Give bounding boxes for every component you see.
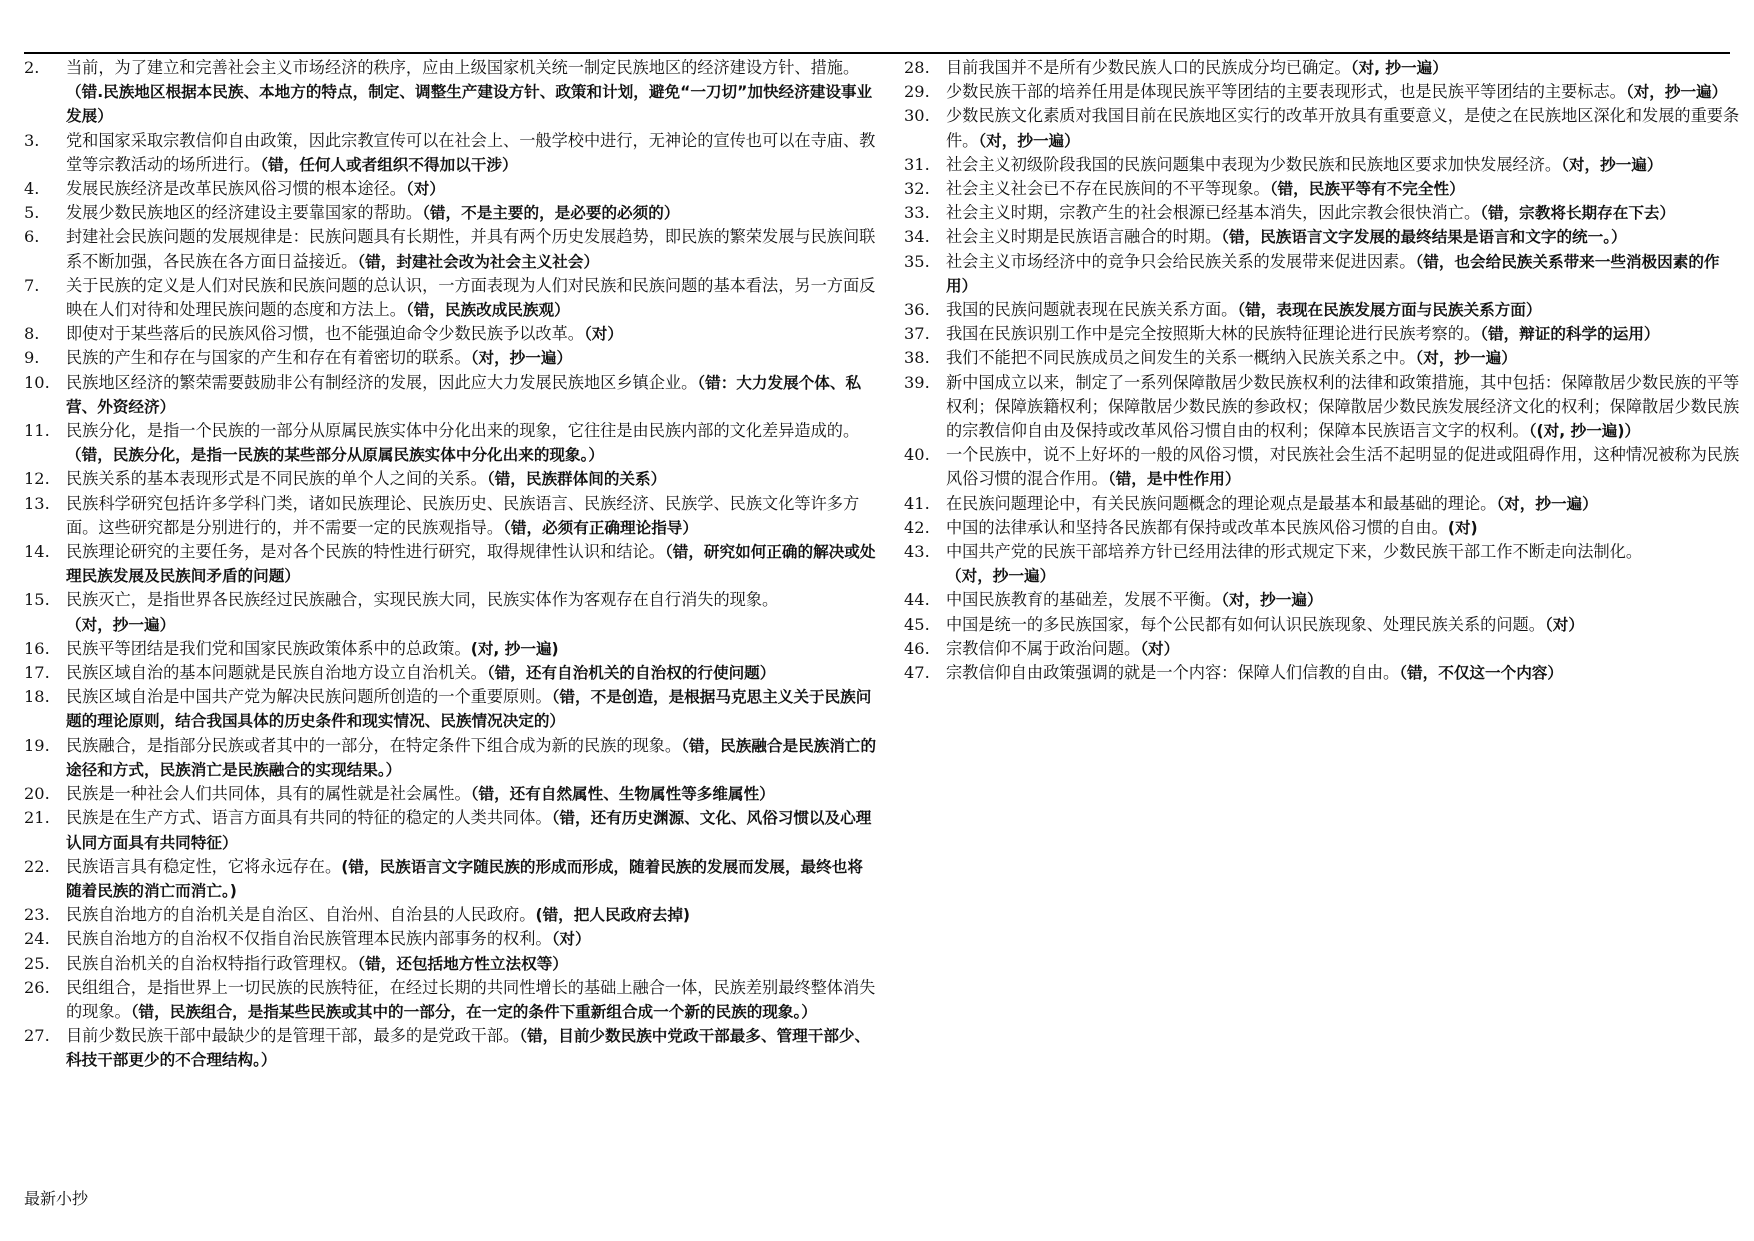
question-text: 社会主义初级阶段我国的民族问题集中表现为少数民族和民族地区要求加快发展经济。 — [946, 154, 1562, 174]
answer-text: （错，也会给民族关系带来一些消极因素的作用） — [946, 252, 1720, 295]
question-text: 一个民族中，说不上好坏的一般的风俗习惯，对民族社会生活不起明显的促进或阻碍作用，这种情况被称为民族风俗习惯的混合作用。 — [946, 445, 1740, 489]
question-number: 8. — [24, 324, 40, 344]
question-content — [946, 322, 1740, 346]
question-content — [946, 588, 1740, 612]
question-content — [946, 250, 1740, 298]
question-number: 35. — [904, 251, 930, 271]
question-text: 中国的法律承认和坚持各民族都有保持或改革本民族风俗习惯的自由。 — [946, 517, 1448, 537]
answer-text: （对） — [1140, 639, 1180, 658]
question-text: 目前我国并不是所有少数民族人口的民族成分均已确定。 — [946, 58, 1351, 77]
question-number: 2. — [24, 58, 40, 77]
question-content — [946, 80, 1740, 104]
answer-text: (对, 抄一遍) — [470, 639, 559, 658]
question-content — [66, 225, 878, 273]
answer-text: （对, 抄一遍） — [1350, 59, 1448, 77]
answer-text: （错，还有历史渊源、文化、风俗习惯以及心理认同方面具有共同特征） — [66, 809, 872, 852]
question-number: 16. — [24, 638, 50, 658]
question-number: 6. — [24, 227, 40, 247]
question-item — [20, 467, 878, 491]
question-text: 民族分化，是指一个民族的一部分从原属民族实体中分化出来的现象，它往往是由民族内部的文化差异造成的。 — [66, 421, 860, 441]
question-text: 民族融合，是指部分民族或者其中的一部分，在特定条件下组合成为新的民族的现象。 — [66, 735, 682, 755]
answer-text: (错，民族语言文字随民族的形成而形成，随着民族的发展而发展，最终也将随着民族的消亡而消亡。) — [66, 857, 863, 900]
question-item — [20, 927, 878, 951]
question-number: 23. — [24, 905, 50, 925]
question-item — [900, 540, 1740, 588]
question-text: 我国的民族问题就表现在民族关系方面。 — [946, 300, 1238, 320]
question-content — [66, 637, 878, 661]
answer-text: （错，还有自然属性、生物属性等多维属性） — [470, 785, 775, 804]
question-text: 社会主义市场经济中的竞争只会给民族关系的发展带来促进因素。 — [946, 251, 1416, 271]
answer-text: （错，民族组合，是指某些民族或其中的一部分，在一定的条件下重新组合成一个新的民族的现象。） — [130, 1002, 817, 1021]
question-text: 民族区域自治是中国共产党为解决民族问题所创造的一个重要原则。 — [66, 687, 552, 707]
question-number: 28. — [904, 58, 930, 77]
question-content — [66, 201, 878, 225]
question-text: 民族语言具有稳定性，它将永远存在。 — [66, 856, 342, 876]
question-item — [900, 80, 1740, 104]
question-text: 当前，为了建立和完善社会主义市场经济的秩序，应由上级国家机关统一制定民族地区的经济建设方针、措施。 — [66, 58, 860, 77]
question-text: 社会主义社会已不存在民族间的不平等现象。 — [946, 179, 1270, 199]
answer-text: （错，封建社会改为社会主义社会） — [357, 252, 600, 271]
question-text: 宗教信仰不属于政治问题。 — [946, 638, 1141, 658]
question-number: 47. — [904, 663, 930, 683]
question-item — [20, 588, 878, 636]
answer-text: （错，民族分化，是指一民族的某些部分从原属民族实体中分化出来的现象。） — [66, 446, 604, 465]
answer-text: （错，还有自治机关的自治权的行使问题） — [486, 664, 776, 683]
question-item — [900, 492, 1740, 516]
answer-text: （对，抄一遍） — [1221, 591, 1323, 610]
answer-text: （错，民族平等有不完全性） — [1269, 180, 1465, 199]
question-item — [900, 516, 1740, 540]
answer-text: （对，抄一遍） — [470, 349, 573, 368]
question-item — [20, 855, 878, 903]
answer-text: （错，不是主要的，是必要的必须的） — [422, 204, 680, 223]
question-item — [20, 806, 878, 854]
question-text: 民族关系的基本表现形式是不同民族的单个人之间的关系。 — [66, 469, 487, 489]
question-number: 20. — [24, 784, 50, 804]
question-text: 民族理论研究的主要任务，是对各个民族的特性进行研究，取得规律性认识和结论。 — [66, 542, 665, 562]
question-item — [20, 322, 878, 346]
answer-text: （对，抄一遍） — [1496, 494, 1598, 513]
question-text: 少数民族干部的培养任用是体现民族平等团结的主要表现形式，也是民族平等团结的主要标志。 — [946, 82, 1626, 102]
question-content — [66, 903, 878, 927]
question-item — [900, 588, 1740, 612]
question-content — [66, 467, 878, 491]
answer-text: （对，抄一遍） — [66, 615, 176, 634]
question-content — [946, 540, 1740, 588]
answer-text: （错，不是创造，是根据马克思主义关于民族问题的理论原则，结合我国具体的历史条件和现实情况、民族情况决定的） — [66, 688, 872, 731]
question-content — [946, 104, 1740, 152]
question-text: 我们不能把不同民族成员之间发生的关系一概纳入民族关系之中。 — [946, 348, 1416, 368]
question-item — [900, 637, 1740, 661]
question-text: 封建社会民族问题的发展规律是：民族问题具有长期性，并具有两个历史发展趋势，即民族的繁荣发展与民族间联系不断加强，各民族在各方面日益接近。 — [66, 227, 876, 271]
question-number: 44. — [904, 590, 930, 610]
question-text: 民族的产生和存在与国家的产生和存在有着密切的联系。 — [66, 348, 471, 368]
question-text: 目前少数民族干部中最缺少的是管理干部，最多的是党政干部。 — [66, 1026, 520, 1046]
question-number: 10. — [24, 372, 50, 392]
answer-text: （对） — [405, 180, 445, 199]
question-text: 发展少数民族地区的经济建设主要靠国家的帮助。 — [66, 203, 423, 223]
question-text: 民族区域自治的基本问题就是民族自治地方设立自治机关。 — [66, 663, 487, 683]
question-number: 11. — [24, 421, 50, 441]
answer-text: （错，民族融合是民族消亡的途径和方式，民族消亡是民族融合的实现结果。） — [66, 736, 877, 779]
answer-text: （对） — [1544, 615, 1584, 634]
question-number: 25. — [24, 953, 50, 973]
question-content — [66, 492, 878, 540]
question-content — [66, 177, 878, 201]
question-number: 42. — [904, 517, 930, 537]
question-number: 37. — [904, 324, 930, 344]
question-content — [946, 153, 1740, 177]
question-text: 宗教信仰自由政策强调的就是一个内容：保障人们信教的自由。 — [946, 663, 1400, 683]
question-number: 43. — [904, 542, 930, 562]
answer-text: (错，把人民政府去掉) — [535, 906, 691, 925]
question-content — [66, 927, 878, 951]
question-content — [946, 298, 1740, 322]
question-text: 中国共产党的民族干部培养方针已经用法律的形式规定下来，少数民族干部工作不断走向法制化。 — [946, 542, 1643, 562]
question-content — [66, 588, 878, 636]
question-content — [946, 56, 1740, 80]
question-number: 45. — [904, 614, 930, 634]
answer-text: （错，是中性作用） — [1107, 470, 1241, 489]
question-number: 13. — [24, 493, 50, 513]
left-column — [20, 56, 878, 1073]
question-item — [900, 346, 1740, 370]
question-item — [20, 129, 878, 177]
question-text: 中国是统一的多民族国家，每个公民都有如何认识民族现象、处理民族关系的问题。 — [946, 614, 1545, 634]
answer-text: （错：大力发展个体、私营、外资经济） — [66, 373, 862, 416]
question-item — [20, 661, 878, 685]
question-item — [20, 903, 878, 927]
question-text: 我国在民族识别工作中是完全按照斯大林的民族特征理论进行民族考察的。 — [946, 324, 1481, 344]
question-content — [946, 225, 1740, 249]
question-item — [20, 952, 878, 976]
question-number: 21. — [24, 808, 50, 828]
answer-text: (对) — [1447, 518, 1478, 537]
question-content — [66, 685, 878, 733]
question-item — [20, 201, 878, 225]
question-item — [20, 419, 878, 467]
question-text: 中国民族教育的基础差，发展不平衡。 — [946, 590, 1222, 610]
question-content — [66, 346, 878, 370]
question-number: 3. — [24, 130, 40, 150]
answer-text: （错，研究如何正确的解决或处理民族发展及民族间矛盾的问题） — [66, 543, 876, 586]
question-content — [946, 177, 1740, 201]
question-number: 34. — [904, 227, 930, 247]
question-number: 22. — [24, 856, 50, 876]
answer-text: （错，不仅这一个内容） — [1399, 664, 1563, 683]
answer-text: （对） — [551, 930, 591, 949]
question-item — [900, 661, 1740, 685]
question-content — [66, 855, 878, 903]
question-text: 民族自治机关的自治权特指行政管理权。 — [66, 953, 358, 973]
question-item — [900, 443, 1740, 491]
answer-text: （(对, 抄一遍)） — [1528, 422, 1641, 441]
question-number: 24. — [24, 929, 50, 949]
answer-text: （对，抄一遍） — [946, 567, 1056, 586]
question-text: 民族自治地方的自治权不仅指自治民族管理本民族内部事务的权利。 — [66, 929, 552, 949]
answer-text: （错，目前少数民族中党政干部最多、管理干部少、科技干部更少的不合理结构。） — [66, 1027, 871, 1070]
question-item — [20, 371, 878, 419]
question-number: 14. — [24, 542, 50, 562]
answer-text: （错，必须有正确理论指导） — [503, 518, 698, 537]
question-item — [900, 225, 1740, 249]
question-number: 29. — [904, 82, 930, 102]
question-number: 38. — [904, 348, 930, 368]
question-text: 民族是一种社会人们共同体，具有的属性就是社会属性。 — [66, 784, 471, 804]
question-text: 关于民族的定义是人们对民族和民族问题的总认识，一方面表现为人们对民族和民族问题的基本看法，另一方面反映在人们对待和处理民族问题的态度和方法上。 — [66, 275, 876, 320]
question-item — [900, 298, 1740, 322]
question-number: 9. — [24, 348, 40, 368]
question-content — [66, 734, 878, 782]
question-number: 32. — [904, 179, 930, 199]
question-text: 发展民族经济是改革民族风俗习惯的根本途径。 — [66, 179, 406, 199]
question-number: 46. — [904, 638, 930, 658]
question-text: 民族平等团结是我们党和国家民族政策体系中的总政策。 — [66, 638, 471, 658]
question-content — [946, 443, 1740, 491]
question-number: 15. — [24, 590, 50, 610]
question-number: 39. — [904, 372, 930, 392]
question-content — [66, 322, 878, 346]
right-column — [900, 56, 1740, 685]
question-item — [20, 1024, 878, 1072]
answer-text: （错，民族群体间的关系） — [486, 470, 667, 489]
question-content — [66, 274, 878, 322]
question-number: 7. — [24, 275, 40, 295]
question-content — [66, 56, 878, 129]
question-item — [20, 346, 878, 370]
question-item — [20, 56, 878, 129]
question-content — [66, 540, 878, 588]
question-text: 少数民族文化素质对我国目前在民族地区实行的改革开放具有重要意义，是使之在民族地区深化和发展的重要条件。 — [946, 106, 1740, 150]
question-item — [20, 782, 878, 806]
question-item — [900, 104, 1740, 152]
question-number: 41. — [904, 493, 930, 513]
question-number: 30. — [904, 106, 930, 126]
question-text: 在民族问题理论中，有关民族问题概念的理论观点是最基本和最基础的理论。 — [946, 493, 1497, 513]
question-text: 民族自治地方的自治机关是自治区、自治州、自治县的人民政府。 — [66, 905, 536, 925]
question-text: 民组组合，是指世界上一切民族的民族特征，在经过长期的共同性增长的基础上融合一体，民族差别最终整体消失的现象。 — [66, 977, 876, 1021]
question-number: 27. — [24, 1026, 50, 1046]
footer-note: 最新小抄 — [24, 1189, 89, 1208]
question-text: 民族灭亡，是指世界各民族经过民族融合，实现民族大同，民族实体作为客观存在自行消失的现象。 — [66, 590, 779, 610]
question-number: 36. — [904, 300, 930, 320]
question-content — [946, 492, 1740, 516]
question-content — [66, 661, 878, 685]
question-item — [20, 685, 878, 733]
question-item — [900, 56, 1740, 80]
question-content — [66, 419, 878, 467]
question-content — [946, 201, 1740, 225]
question-number: 4. — [24, 179, 40, 199]
question-item — [900, 153, 1740, 177]
question-content — [946, 613, 1740, 637]
answer-text: （对） — [584, 325, 623, 344]
question-content — [946, 661, 1740, 685]
answer-text: （对，抄一遍） — [1561, 155, 1663, 174]
answer-text: （错，任何人或者组织不得加以干涉） — [260, 155, 518, 174]
question-content — [66, 782, 878, 806]
question-number: 17. — [24, 663, 50, 683]
question-item — [900, 201, 1740, 225]
question-content — [66, 976, 878, 1024]
question-number: 19. — [24, 735, 50, 755]
question-content — [946, 516, 1740, 540]
answer-text: （对，抄一遍） — [978, 131, 1080, 150]
question-content — [946, 371, 1740, 444]
question-text: 社会主义时期是民族语言融合的时期。 — [946, 227, 1222, 247]
question-content — [66, 1024, 878, 1072]
question-item — [20, 734, 878, 782]
question-text: 新中国成立以来，制定了一系列保障散居少数民族权利的法律和政策措施，其中包括：保障散居少数民族的平等权利；保障族籍权利；保障散居少数民族的参政权；保障散居少数民族发展经济文化的权利；保障散居少数民族的宗教信仰自由及保持或改革风俗习惯自由的权利；保障本民族语言文字的权利。 — [946, 372, 1740, 441]
answer-text: （错，表现在民族发展方面与民族关系方面） — [1237, 301, 1542, 320]
question-number: 40. — [904, 445, 930, 465]
question-item — [20, 274, 878, 322]
question-content — [946, 346, 1740, 370]
question-item — [20, 976, 878, 1024]
answer-text: （错，民族语言文字发展的最终结果是语言和文字的统一。） — [1221, 228, 1627, 247]
question-number: 26. — [24, 977, 50, 997]
question-item — [900, 177, 1740, 201]
answer-text: （对，抄一遍） — [1415, 349, 1517, 368]
question-item — [900, 322, 1740, 346]
question-content — [946, 637, 1740, 661]
question-content — [66, 806, 878, 854]
question-content — [66, 952, 878, 976]
question-item — [20, 540, 878, 588]
question-item — [20, 492, 878, 540]
top-rule — [24, 52, 1730, 54]
question-text: 民族科学研究包括许多学科门类，诸如民族理论、民族历史、民族语言、民族经济、民族学、民族文化等许多方面。这些研究都是分别进行的，并不需要一定的民族观指导。 — [66, 493, 860, 537]
question-text: 民族是在生产方式、语言方面具有共同的特征的稳定的人类共同体。 — [66, 808, 552, 828]
question-content — [66, 129, 878, 177]
question-number: 12. — [24, 469, 50, 489]
question-item — [900, 371, 1740, 444]
question-item — [20, 637, 878, 661]
answer-text: （错.民族地区根据本民族、本地方的特点，制定、调整生产建设方针、政策和计划，避免“一刀切”加快经济建设事业发展） — [66, 83, 873, 126]
answer-text: （错，宗教将长期存在下去） — [1480, 204, 1676, 223]
question-number: 5. — [24, 203, 40, 223]
question-content — [66, 371, 878, 419]
answer-text: （错，民族改成民族观） — [405, 301, 570, 320]
question-item — [900, 613, 1740, 637]
question-number: 31. — [904, 154, 930, 174]
answer-text: （错，辩证的科学的运用） — [1480, 325, 1660, 344]
question-text: 党和国家采取宗教信仰自由政策，因此宗教宣传可以在社会上、一般学校中进行，无神论的宣传也可以在寺庙、教堂等宗教活动的场所进行。 — [66, 130, 876, 174]
question-item — [900, 250, 1740, 298]
question-number: 33. — [904, 203, 930, 223]
question-text: 社会主义时期，宗教产生的社会根源已经基本消失，因此宗教会很快消亡。 — [946, 203, 1481, 223]
answer-text: （错，还包括地方性立法权等） — [357, 954, 568, 973]
question-number: 18. — [24, 687, 50, 707]
question-text: 民族地区经济的繁荣需要鼓励非公有制经济的发展，因此应大力发展民族地区乡镇企业。 — [66, 372, 698, 392]
question-item — [20, 225, 878, 273]
question-text: 即使对于某些落后的民族风俗习惯，也不能强迫命令少数民族予以改革。 — [66, 324, 584, 344]
question-item — [20, 177, 878, 201]
answer-text: （对，抄一遍） — [1625, 83, 1728, 102]
